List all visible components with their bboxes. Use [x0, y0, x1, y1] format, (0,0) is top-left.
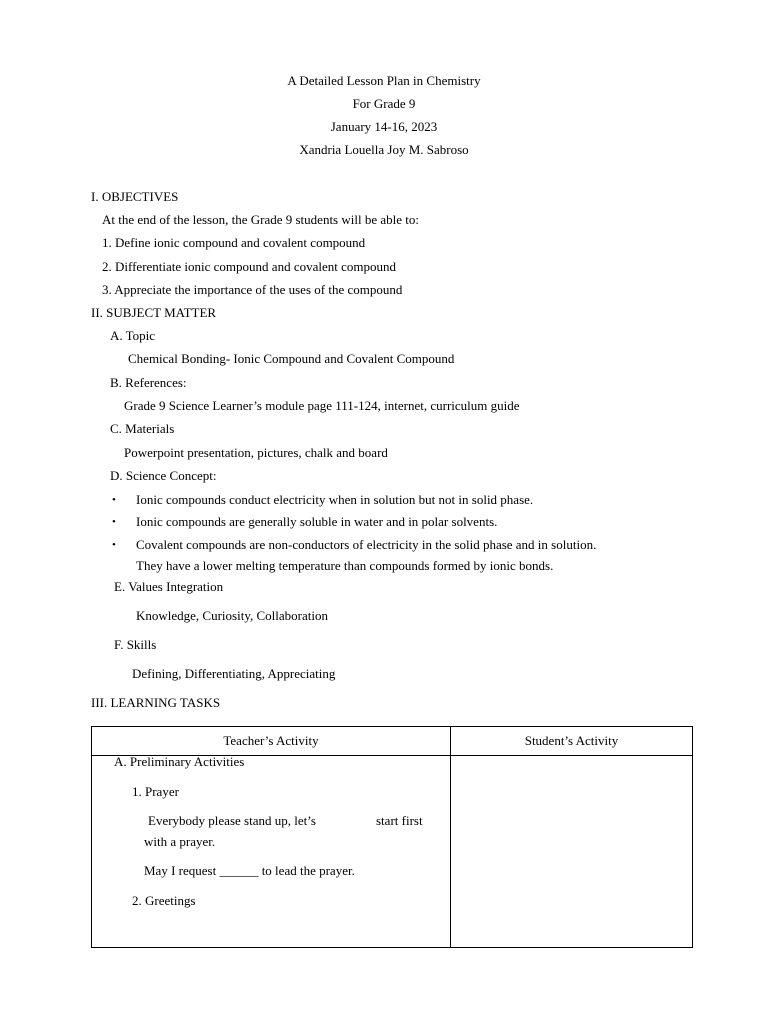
- concept-item: Ionic compounds conduct electricity when in solution but not in solid phase.: [136, 492, 534, 507]
- references-label: B. References:: [110, 375, 187, 390]
- learning-tasks-table: [91, 726, 693, 948]
- bullet-icon: •: [112, 516, 116, 528]
- objectives-intro: At the end of the lesson, the Grade 9 students will be able to:: [102, 212, 419, 227]
- topic-label: A. Topic: [110, 328, 156, 343]
- topic-text: Chemical Bonding- Ionic Compound and Covalent Compound: [128, 351, 455, 366]
- prayer-instruction-continued: with a prayer.: [144, 834, 216, 849]
- values-text: Knowledge, Curiosity, Collaboration: [136, 608, 328, 623]
- subject-matter-heading: II. SUBJECT MATTER: [91, 305, 217, 320]
- references-text: Grade 9 Science Learner’s module page 111-124, internet, curriculum guide: [124, 398, 520, 413]
- objective-item: 3. Appreciate the importance of the uses of the compound: [102, 282, 403, 297]
- objective-item: 2. Differentiate ionic compound and covalent compound: [102, 259, 396, 274]
- skills-text: Defining, Differentiating, Appreciating: [132, 666, 336, 681]
- prayer-instruction-end: start first: [376, 813, 423, 828]
- greetings-label: 2. Greetings: [132, 893, 196, 908]
- concept-item-continued: They have a lower melting temperature than compounds formed by ionic bonds.: [136, 558, 554, 573]
- teacher-activity-header: Teacher’s Activity: [92, 727, 451, 756]
- document-title: A Detailed Lesson Plan in Chemistry: [287, 73, 481, 88]
- grade-line: For Grade 9: [352, 96, 416, 111]
- author-line: Xandria Louella Joy M. Sabroso: [299, 142, 469, 157]
- science-concept-label: D. Science Concept:: [110, 468, 217, 483]
- date-line: January 14-16, 2023: [330, 119, 438, 134]
- skills-label: F. Skills: [114, 637, 157, 652]
- preliminary-activities-label: A. Preliminary Activities: [114, 754, 245, 769]
- bullet-icon: •: [112, 494, 116, 506]
- materials-text: Powerpoint presentation, pictures, chalk and board: [124, 445, 388, 460]
- student-activity-header: Student’s Activity: [451, 727, 693, 756]
- learning-tasks-heading: III. LEARNING TASKS: [91, 695, 221, 710]
- prayer-request: May I request ______ to lead the prayer.: [144, 863, 355, 878]
- concept-item: Ionic compounds are generally soluble in water and in polar solvents.: [136, 514, 498, 529]
- bullet-icon: •: [112, 539, 116, 551]
- teacher-activity-cell: [92, 756, 451, 948]
- prayer-label: 1. Prayer: [132, 784, 179, 799]
- values-label: E. Values Integration: [114, 579, 224, 594]
- objective-item: 1. Define ionic compound and covalent compound: [102, 235, 366, 250]
- materials-label: C. Materials: [110, 421, 175, 436]
- prayer-instruction: Everybody please stand up, let’s: [148, 813, 316, 828]
- student-activity-cell: [451, 756, 693, 948]
- concept-item: Covalent compounds are non-conductors of electricity in the solid phase and in solution.: [136, 537, 597, 552]
- objectives-heading: I. OBJECTIVES: [91, 189, 179, 204]
